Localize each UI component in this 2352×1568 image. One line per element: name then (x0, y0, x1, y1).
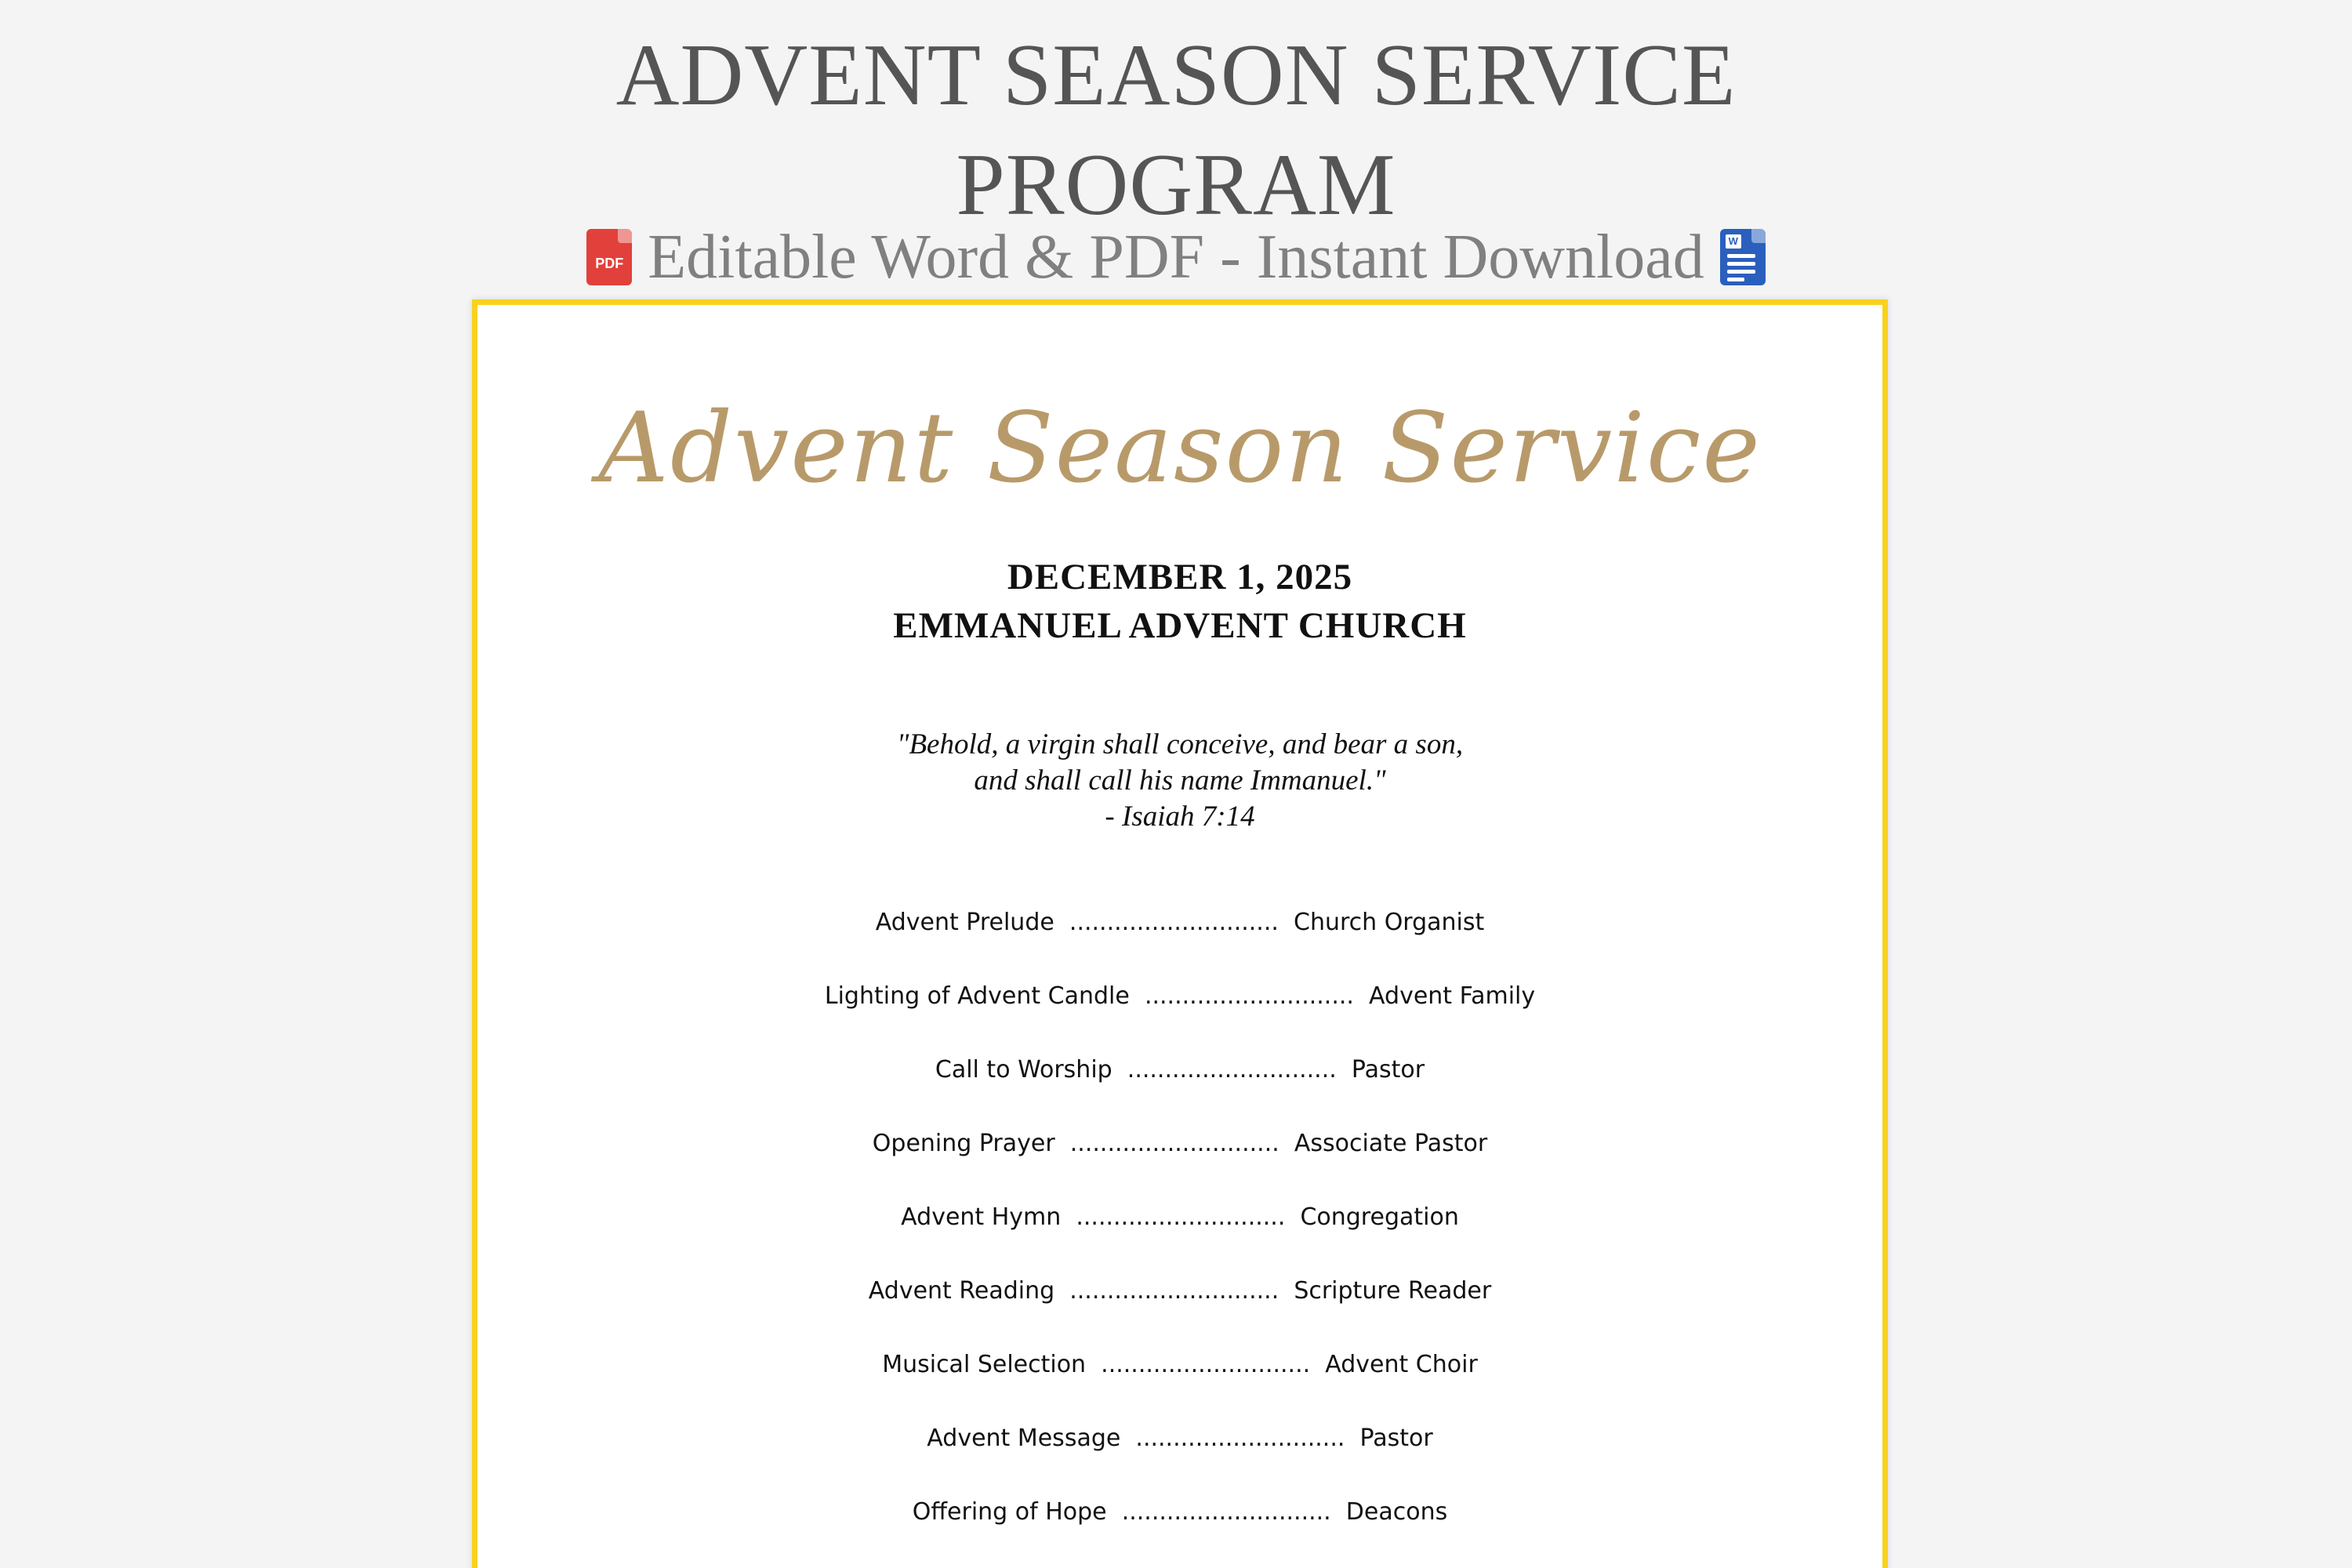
service-date: DECEMBER 1, 2025 (1007, 557, 1353, 597)
download-subtitle (0, 218, 2352, 296)
program-document-preview (472, 299, 1888, 1568)
program-item-title: Advent Reading (868, 1277, 1055, 1305)
program-item-person: Associate Pastor (1294, 1130, 1488, 1157)
program-item (477, 1274, 1882, 1308)
scripture-citation: - Isaiah 7:14 (1105, 800, 1255, 833)
program-item (477, 1127, 1882, 1161)
script-heading: Advent Season Service (598, 392, 1762, 505)
program-item (477, 1421, 1882, 1456)
program-item-person: Advent Family (1369, 982, 1536, 1010)
program-item-leader-dots: ............................ (1121, 1498, 1331, 1526)
program-item-person: Congregation (1300, 1203, 1459, 1231)
word-file-icon (1720, 229, 1766, 285)
program-item-title: Call to Worship (935, 1056, 1112, 1083)
program-item-person: Scripture Reader (1294, 1277, 1492, 1305)
program-item-title: Advent Prelude (875, 909, 1054, 936)
program-item-title: Advent Hymn (901, 1203, 1062, 1231)
program-item-person: Deacons (1345, 1498, 1448, 1526)
program-item (477, 1200, 1882, 1235)
program-item-person: Church Organist (1294, 909, 1485, 936)
program-item-person: Advent Choir (1325, 1351, 1478, 1378)
word-icon-label: W (1726, 234, 1741, 249)
program-item-leader-dots: ............................ (1069, 1130, 1279, 1157)
program-item-title: Advent Message (927, 1425, 1121, 1452)
program-item (477, 1348, 1882, 1382)
program-item-title: Lighting of Advent Candle (824, 982, 1130, 1010)
program-item-title: Musical Selection (882, 1351, 1087, 1378)
program-item (477, 1053, 1882, 1087)
church-name: EMMANUEL ADVENT CHURCH (893, 605, 1467, 646)
program-item-leader-dots: ............................ (1069, 909, 1279, 936)
program-item (477, 979, 1882, 1014)
program-item-leader-dots: ............................ (1069, 1277, 1279, 1305)
program-item-title: Opening Prayer (872, 1130, 1055, 1157)
scripture-quote-line-1: "Behold, a virgin shall conceive, and bear a son, (896, 728, 1464, 760)
program-item-leader-dots: ............................ (1076, 1203, 1286, 1231)
pdf-file-icon (586, 229, 632, 285)
subtitle-text: Editable Word & PDF - Instant Download (648, 223, 1704, 292)
program-item-leader-dots: ............................ (1127, 1056, 1337, 1083)
scripture-quote-line-2: and shall call his name Immanuel." (974, 764, 1386, 797)
banner-title-line-1: ADVENT SEASON SERVICE (615, 27, 1737, 124)
program-item-leader-dots: ............................ (1135, 1425, 1345, 1452)
program-item-person: Pastor (1351, 1056, 1425, 1083)
program-item (477, 906, 1882, 940)
program-item-person: Pastor (1359, 1425, 1433, 1452)
program-item-leader-dots: ............................ (1101, 1351, 1311, 1378)
program-item (477, 1495, 1882, 1530)
pdf-icon-label: PDF (595, 256, 624, 271)
program-item-title: Offering of Hope (912, 1498, 1107, 1526)
program-item-leader-dots: ............................ (1144, 982, 1354, 1010)
banner-title-line-2: PROGRAM (956, 136, 1396, 234)
